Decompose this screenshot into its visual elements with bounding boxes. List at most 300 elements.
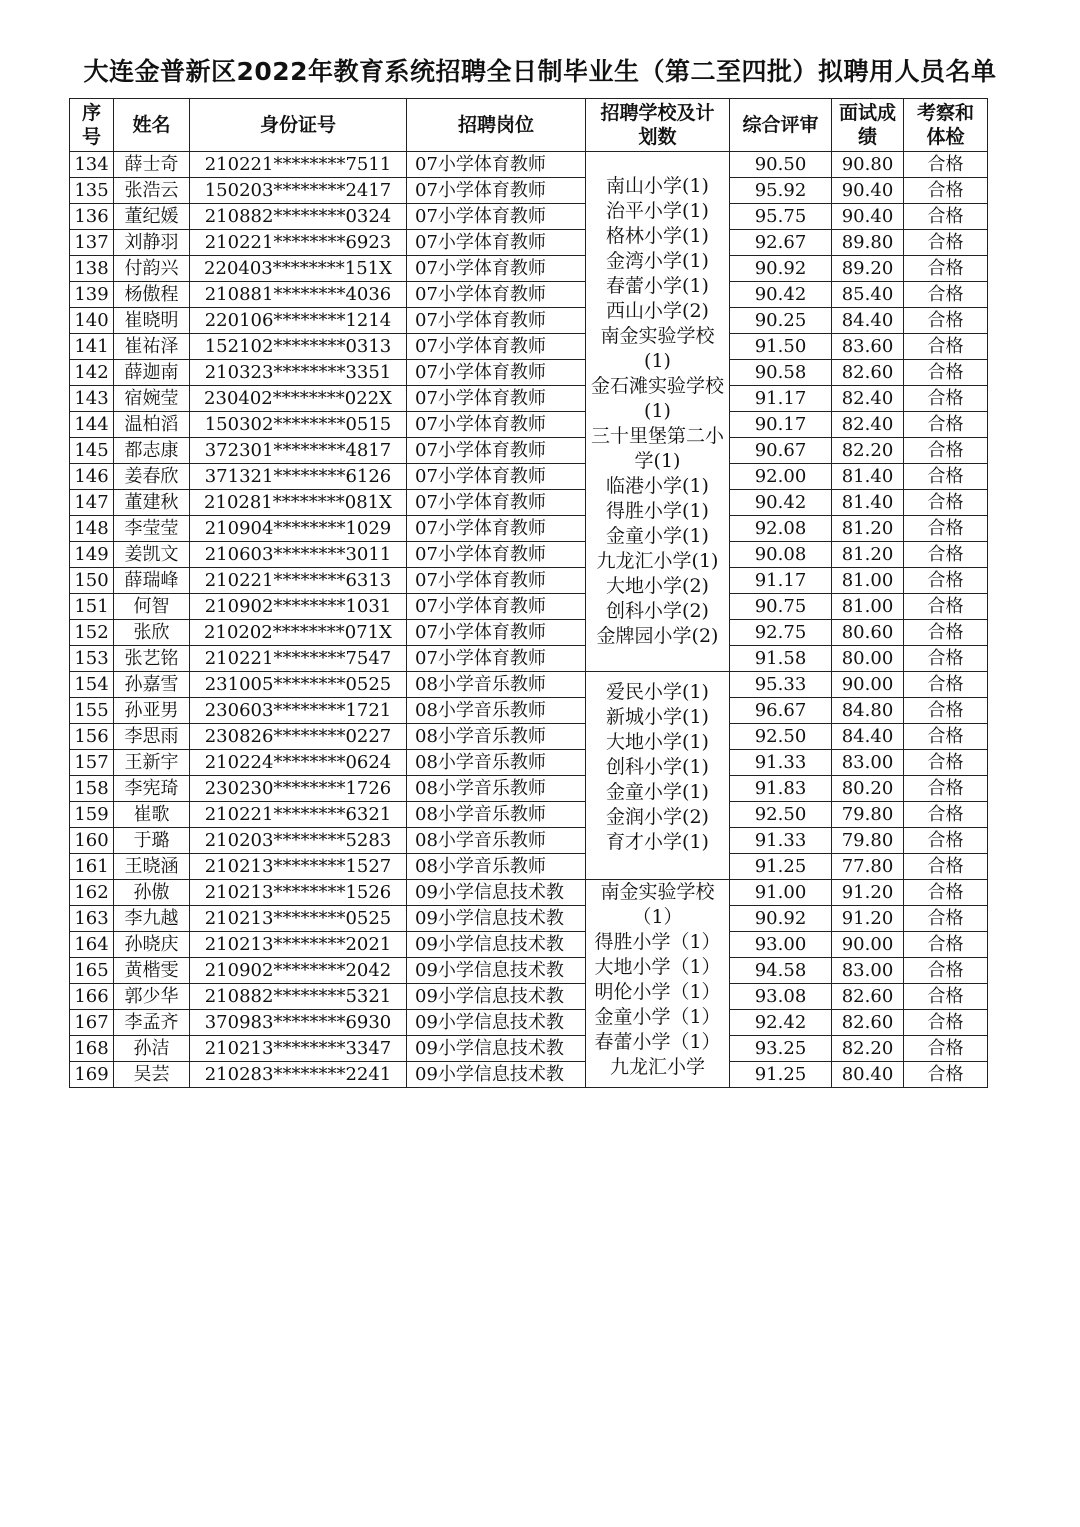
cell-seq: 166 — [70, 984, 114, 1010]
cell-seq: 154 — [70, 672, 114, 698]
cell-check-result: 合格 — [904, 178, 988, 204]
cell-id-number: 230230********1726 — [190, 776, 407, 802]
cell-position: 07小学体育教师 — [407, 256, 586, 282]
cell-position: 08小学音乐教师 — [407, 802, 586, 828]
cell-review-score: 90.92 — [730, 256, 832, 282]
cell-seq: 144 — [70, 412, 114, 438]
cell-interview-score: 83.60 — [832, 334, 904, 360]
table-row — [70, 464, 988, 490]
cell-interview-score: 82.40 — [832, 412, 904, 438]
cell-check-result: 合格 — [904, 230, 988, 256]
cell-check-result: 合格 — [904, 958, 988, 984]
cell-seq: 134 — [70, 152, 114, 178]
cell-schools — [586, 880, 730, 1088]
cell-seq: 162 — [70, 880, 114, 906]
table-row — [70, 256, 988, 282]
cell-id-number: 230826********0227 — [190, 724, 407, 750]
cell-id-number: 210213********3347 — [190, 1036, 407, 1062]
cell-schools — [586, 152, 730, 672]
cell-interview-score: 80.40 — [832, 1062, 904, 1088]
cell-position: 09小学信息技术教 — [407, 906, 586, 932]
cell-position: 07小学体育教师 — [407, 412, 586, 438]
table-row — [70, 958, 988, 984]
cell-seq: 148 — [70, 516, 114, 542]
cell-interview-score: 81.00 — [832, 594, 904, 620]
cell-position: 09小学信息技术教 — [407, 880, 586, 906]
table-body — [70, 152, 988, 1088]
header-schools: 招聘学校及计划数 — [586, 99, 730, 152]
table-row — [70, 828, 988, 854]
cell-check-result: 合格 — [904, 828, 988, 854]
cell-schools — [586, 672, 730, 880]
cell-name: 李思雨 — [114, 724, 190, 750]
cell-position: 08小学音乐教师 — [407, 672, 586, 698]
table-row — [70, 568, 988, 594]
table-row — [70, 724, 988, 750]
cell-id-number: 231005********0525 — [190, 672, 407, 698]
cell-position: 07小学体育教师 — [407, 230, 586, 256]
cell-check-result: 合格 — [904, 802, 988, 828]
cell-seq: 138 — [70, 256, 114, 282]
cell-check-result: 合格 — [904, 386, 988, 412]
cell-interview-score: 81.00 — [832, 568, 904, 594]
cell-review-score: 90.92 — [730, 906, 832, 932]
cell-position: 07小学体育教师 — [407, 308, 586, 334]
cell-id-number: 220106********1214 — [190, 308, 407, 334]
cell-position: 07小学体育教师 — [407, 204, 586, 230]
cell-name: 于璐 — [114, 828, 190, 854]
cell-name: 姜凯文 — [114, 542, 190, 568]
cell-name: 王新宇 — [114, 750, 190, 776]
cell-check-result: 合格 — [904, 880, 988, 906]
cell-name: 李孟齐 — [114, 1010, 190, 1036]
cell-review-score: 93.00 — [730, 932, 832, 958]
cell-review-score: 91.33 — [730, 828, 832, 854]
cell-name: 孙嘉雪 — [114, 672, 190, 698]
cell-name: 董建秋 — [114, 490, 190, 516]
cell-position: 07小学体育教师 — [407, 568, 586, 594]
table-row — [70, 854, 988, 880]
cell-check-result: 合格 — [904, 438, 988, 464]
cell-name: 郭少华 — [114, 984, 190, 1010]
cell-name: 薛瑞峰 — [114, 568, 190, 594]
cell-name: 温柏滔 — [114, 412, 190, 438]
cell-check-result: 合格 — [904, 750, 988, 776]
cell-seq: 139 — [70, 282, 114, 308]
cell-review-score: 90.42 — [730, 282, 832, 308]
cell-name: 何智 — [114, 594, 190, 620]
cell-interview-score: 77.80 — [832, 854, 904, 880]
cell-interview-score: 81.40 — [832, 464, 904, 490]
cell-id-number: 150203********2417 — [190, 178, 407, 204]
cell-id-number: 210221********6321 — [190, 802, 407, 828]
cell-id-number: 371321********6126 — [190, 464, 407, 490]
cell-id-number: 230402********022X — [190, 386, 407, 412]
cell-id-number: 210203********5283 — [190, 828, 407, 854]
cell-review-score: 91.17 — [730, 568, 832, 594]
cell-check-result: 合格 — [904, 776, 988, 802]
cell-interview-score: 82.20 — [832, 1036, 904, 1062]
cell-interview-score: 83.00 — [832, 958, 904, 984]
table-row — [70, 1062, 988, 1088]
cell-review-score: 92.67 — [730, 230, 832, 256]
cell-seq: 145 — [70, 438, 114, 464]
cell-review-score: 90.08 — [730, 542, 832, 568]
cell-id-number: 210881********4036 — [190, 282, 407, 308]
cell-position: 07小学体育教师 — [407, 620, 586, 646]
table-row — [70, 698, 988, 724]
cell-name: 李九越 — [114, 906, 190, 932]
header-name: 姓名 — [114, 99, 190, 152]
cell-position: 07小学体育教师 — [407, 282, 586, 308]
table-row — [70, 360, 988, 386]
cell-seq: 151 — [70, 594, 114, 620]
cell-seq: 146 — [70, 464, 114, 490]
cell-seq: 143 — [70, 386, 114, 412]
cell-seq: 152 — [70, 620, 114, 646]
cell-check-result: 合格 — [904, 1036, 988, 1062]
cell-review-score: 90.67 — [730, 438, 832, 464]
cell-name: 孙洁 — [114, 1036, 190, 1062]
cell-check-result: 合格 — [904, 568, 988, 594]
cell-seq: 135 — [70, 178, 114, 204]
cell-position: 07小学体育教师 — [407, 594, 586, 620]
cell-position: 09小学信息技术教 — [407, 1062, 586, 1088]
cell-id-number: 210882********5321 — [190, 984, 407, 1010]
cell-position: 07小学体育教师 — [407, 646, 586, 672]
cell-interview-score: 90.40 — [832, 204, 904, 230]
cell-name: 李宪琦 — [114, 776, 190, 802]
cell-seq: 158 — [70, 776, 114, 802]
table-row — [70, 308, 988, 334]
cell-check-result: 合格 — [904, 620, 988, 646]
cell-check-result: 合格 — [904, 204, 988, 230]
cell-seq: 156 — [70, 724, 114, 750]
cell-review-score: 91.25 — [730, 854, 832, 880]
cell-review-score: 91.83 — [730, 776, 832, 802]
table-row — [70, 542, 988, 568]
cell-review-score: 92.08 — [730, 516, 832, 542]
cell-seq: 163 — [70, 906, 114, 932]
cell-position: 07小学体育教师 — [407, 360, 586, 386]
table-row — [70, 932, 988, 958]
cell-id-number: 210202********071X — [190, 620, 407, 646]
cell-seq: 140 — [70, 308, 114, 334]
cell-name: 都志康 — [114, 438, 190, 464]
table-row — [70, 1010, 988, 1036]
cell-id-number: 210882********0324 — [190, 204, 407, 230]
cell-position: 08小学音乐教师 — [407, 698, 586, 724]
cell-seq: 141 — [70, 334, 114, 360]
personnel-table — [69, 98, 988, 1088]
cell-seq: 136 — [70, 204, 114, 230]
cell-review-score: 90.58 — [730, 360, 832, 386]
cell-position: 07小学体育教师 — [407, 152, 586, 178]
cell-seq: 142 — [70, 360, 114, 386]
cell-id-number: 210904********1029 — [190, 516, 407, 542]
table-row — [70, 152, 988, 178]
cell-position: 09小学信息技术教 — [407, 1036, 586, 1062]
cell-name: 李莹莹 — [114, 516, 190, 542]
cell-seq: 149 — [70, 542, 114, 568]
table-row — [70, 620, 988, 646]
cell-check-result: 合格 — [904, 464, 988, 490]
cell-id-number: 210213********2021 — [190, 932, 407, 958]
cell-name: 薛士奇 — [114, 152, 190, 178]
table-row — [70, 386, 988, 412]
cell-seq: 160 — [70, 828, 114, 854]
cell-interview-score: 80.20 — [832, 776, 904, 802]
cell-seq: 168 — [70, 1036, 114, 1062]
cell-seq: 155 — [70, 698, 114, 724]
cell-interview-score: 90.80 — [832, 152, 904, 178]
cell-name: 孙傲 — [114, 880, 190, 906]
table-row — [70, 1036, 988, 1062]
cell-check-result: 合格 — [904, 984, 988, 1010]
cell-review-score: 92.42 — [730, 1010, 832, 1036]
cell-interview-score: 82.60 — [832, 360, 904, 386]
cell-review-score: 93.25 — [730, 1036, 832, 1062]
cell-review-score: 92.00 — [730, 464, 832, 490]
cell-seq: 147 — [70, 490, 114, 516]
cell-review-score: 90.50 — [730, 152, 832, 178]
cell-name: 付韵兴 — [114, 256, 190, 282]
table-row — [70, 750, 988, 776]
cell-review-score: 91.00 — [730, 880, 832, 906]
schools-list: 南山小学(1) 治平小学(1) 格林小学(1) 金湾小学(1) 春蕾小学(1) 西山小学(2) 南金实验学校(1) 金石滩实验学校(1) 三十里堡第二小学(1) 临港小学(1) 得胜小学(1) 金童小学(1) 九龙汇小学(1) 大地小学(2) 创科小学(2) 金牌园小学(2) — [590, 175, 724, 647]
cell-position: 07小学体育教师 — [407, 464, 586, 490]
table-row — [70, 802, 988, 828]
cell-check-result: 合格 — [904, 542, 988, 568]
table-row — [70, 594, 988, 620]
cell-review-score: 90.75 — [730, 594, 832, 620]
cell-id-number: 210902********1031 — [190, 594, 407, 620]
cell-check-result: 合格 — [904, 1062, 988, 1088]
cell-review-score: 91.58 — [730, 646, 832, 672]
cell-name: 薛迦南 — [114, 360, 190, 386]
cell-review-score: 92.75 — [730, 620, 832, 646]
cell-check-result: 合格 — [904, 906, 988, 932]
cell-id-number: 210221********6923 — [190, 230, 407, 256]
cell-name: 姜春欣 — [114, 464, 190, 490]
cell-seq: 150 — [70, 568, 114, 594]
cell-interview-score: 90.40 — [832, 178, 904, 204]
table-row — [70, 412, 988, 438]
cell-check-result: 合格 — [904, 516, 988, 542]
cell-id-number: 210221********6313 — [190, 568, 407, 594]
table-row — [70, 438, 988, 464]
cell-position: 07小学体育教师 — [407, 438, 586, 464]
cell-name: 孙晓庆 — [114, 932, 190, 958]
table-row — [70, 880, 988, 906]
cell-id-number: 210213********1526 — [190, 880, 407, 906]
cell-review-score: 95.75 — [730, 204, 832, 230]
cell-position: 09小学信息技术教 — [407, 984, 586, 1010]
cell-interview-score: 84.40 — [832, 308, 904, 334]
table-row — [70, 646, 988, 672]
cell-review-score: 90.42 — [730, 490, 832, 516]
table-row — [70, 672, 988, 698]
cell-id-number: 210283********2241 — [190, 1062, 407, 1088]
cell-name: 张欣 — [114, 620, 190, 646]
cell-id-number: 152102********0313 — [190, 334, 407, 360]
table-row — [70, 230, 988, 256]
cell-check-result: 合格 — [904, 594, 988, 620]
cell-interview-score: 91.20 — [832, 906, 904, 932]
cell-review-score: 91.50 — [730, 334, 832, 360]
table-row — [70, 516, 988, 542]
cell-name: 张艺铭 — [114, 646, 190, 672]
header-position: 招聘岗位 — [407, 99, 586, 152]
cell-interview-score: 81.40 — [832, 490, 904, 516]
table-row — [70, 178, 988, 204]
cell-seq: 165 — [70, 958, 114, 984]
schools-list: 南金实验学校（1） 得胜小学（1） 大地小学（1） 明伦小学（1） 金童小学（1） 春蕾小学（1） 九龙汇小学 — [594, 881, 721, 1078]
cell-position: 07小学体育教师 — [407, 490, 586, 516]
cell-id-number: 210221********7547 — [190, 646, 407, 672]
cell-position: 08小学音乐教师 — [407, 854, 586, 880]
table-row — [70, 984, 988, 1010]
cell-check-result: 合格 — [904, 724, 988, 750]
cell-interview-score: 84.40 — [832, 724, 904, 750]
cell-name: 宿婉莹 — [114, 386, 190, 412]
cell-interview-score: 82.20 — [832, 438, 904, 464]
cell-name: 董纪媛 — [114, 204, 190, 230]
cell-review-score: 92.50 — [730, 724, 832, 750]
cell-interview-score: 79.80 — [832, 802, 904, 828]
cell-id-number: 210213********1527 — [190, 854, 407, 880]
cell-interview-score: 82.60 — [832, 1010, 904, 1036]
cell-review-score: 93.08 — [730, 984, 832, 1010]
table-row — [70, 906, 988, 932]
cell-name: 孙亚男 — [114, 698, 190, 724]
cell-name: 黄楷雯 — [114, 958, 190, 984]
cell-position: 07小学体育教师 — [407, 386, 586, 412]
cell-id-number: 372301********4817 — [190, 438, 407, 464]
cell-review-score: 95.33 — [730, 672, 832, 698]
header-review: 综合评审 — [730, 99, 832, 152]
cell-id-number: 220403********151X — [190, 256, 407, 282]
schools-list: 爱民小学(1) 新城小学(1) 大地小学(1) 创科小学(1) 金童小学(1) 金润小学(2) 育才小学(1) — [606, 681, 709, 853]
cell-interview-score: 79.80 — [832, 828, 904, 854]
cell-check-result: 合格 — [904, 646, 988, 672]
cell-interview-score: 90.00 — [832, 932, 904, 958]
cell-id-number: 150302********0515 — [190, 412, 407, 438]
cell-interview-score: 89.80 — [832, 230, 904, 256]
cell-id-number: 210221********7511 — [190, 152, 407, 178]
header-id: 身份证号 — [190, 99, 407, 152]
cell-check-result: 合格 — [904, 256, 988, 282]
cell-position: 08小学音乐教师 — [407, 750, 586, 776]
cell-check-result: 合格 — [904, 412, 988, 438]
cell-check-result: 合格 — [904, 1010, 988, 1036]
cell-id-number: 210603********3011 — [190, 542, 407, 568]
cell-seq: 159 — [70, 802, 114, 828]
cell-position: 07小学体育教师 — [407, 516, 586, 542]
cell-check-result: 合格 — [904, 698, 988, 724]
cell-position: 07小学体育教师 — [407, 178, 586, 204]
cell-name: 崔祐泽 — [114, 334, 190, 360]
cell-name: 王晓涵 — [114, 854, 190, 880]
cell-interview-score: 80.60 — [832, 620, 904, 646]
cell-check-result: 合格 — [904, 308, 988, 334]
cell-interview-score: 80.00 — [832, 646, 904, 672]
cell-name: 崔晓明 — [114, 308, 190, 334]
cell-review-score: 95.92 — [730, 178, 832, 204]
cell-review-score: 96.67 — [730, 698, 832, 724]
table-row — [70, 776, 988, 802]
header-interview: 面试成绩 — [832, 99, 904, 152]
cell-seq: 137 — [70, 230, 114, 256]
cell-interview-score: 82.40 — [832, 386, 904, 412]
cell-name: 吴芸 — [114, 1062, 190, 1088]
cell-interview-score: 81.20 — [832, 516, 904, 542]
cell-seq: 164 — [70, 932, 114, 958]
cell-position: 09小学信息技术教 — [407, 958, 586, 984]
page-title: 大连金普新区2022年教育系统招聘全日制毕业生（第二至四批）拟聘用人员名单 — [83, 57, 997, 86]
cell-id-number: 210281********081X — [190, 490, 407, 516]
cell-check-result: 合格 — [904, 932, 988, 958]
cell-name: 张浩云 — [114, 178, 190, 204]
cell-name: 刘静羽 — [114, 230, 190, 256]
cell-interview-score: 81.20 — [832, 542, 904, 568]
cell-interview-score: 82.60 — [832, 984, 904, 1010]
cell-check-result: 合格 — [904, 854, 988, 880]
header-row — [70, 99, 988, 152]
cell-check-result: 合格 — [904, 490, 988, 516]
cell-id-number: 210213********0525 — [190, 906, 407, 932]
cell-interview-score: 83.00 — [832, 750, 904, 776]
table-row — [70, 282, 988, 308]
cell-interview-score: 91.20 — [832, 880, 904, 906]
cell-interview-score: 90.00 — [832, 672, 904, 698]
cell-interview-score: 85.40 — [832, 282, 904, 308]
cell-interview-score: 89.20 — [832, 256, 904, 282]
header-check: 考察和体检 — [904, 99, 988, 152]
cell-review-score: 94.58 — [730, 958, 832, 984]
cell-seq: 157 — [70, 750, 114, 776]
cell-position: 09小学信息技术教 — [407, 1010, 586, 1036]
cell-id-number: 210323********3351 — [190, 360, 407, 386]
cell-id-number: 210224********0624 — [190, 750, 407, 776]
cell-position: 07小学体育教师 — [407, 334, 586, 360]
cell-name: 崔歌 — [114, 802, 190, 828]
cell-position: 08小学音乐教师 — [407, 724, 586, 750]
table-row — [70, 334, 988, 360]
cell-review-score: 90.25 — [730, 308, 832, 334]
cell-seq: 167 — [70, 1010, 114, 1036]
cell-position: 09小学信息技术教 — [407, 932, 586, 958]
cell-review-score: 91.17 — [730, 386, 832, 412]
cell-check-result: 合格 — [904, 152, 988, 178]
cell-check-result: 合格 — [904, 282, 988, 308]
header-seq: 序号 — [70, 99, 114, 152]
cell-name: 杨傲程 — [114, 282, 190, 308]
cell-review-score: 90.17 — [730, 412, 832, 438]
cell-interview-score: 84.80 — [832, 698, 904, 724]
cell-review-score: 92.50 — [730, 802, 832, 828]
cell-id-number: 370983********6930 — [190, 1010, 407, 1036]
cell-seq: 161 — [70, 854, 114, 880]
cell-check-result: 合格 — [904, 334, 988, 360]
table-row — [70, 490, 988, 516]
cell-check-result: 合格 — [904, 672, 988, 698]
cell-id-number: 230603********1721 — [190, 698, 407, 724]
cell-id-number: 210902********2042 — [190, 958, 407, 984]
cell-review-score: 91.25 — [730, 1062, 832, 1088]
cell-seq: 169 — [70, 1062, 114, 1088]
table-row — [70, 204, 988, 230]
